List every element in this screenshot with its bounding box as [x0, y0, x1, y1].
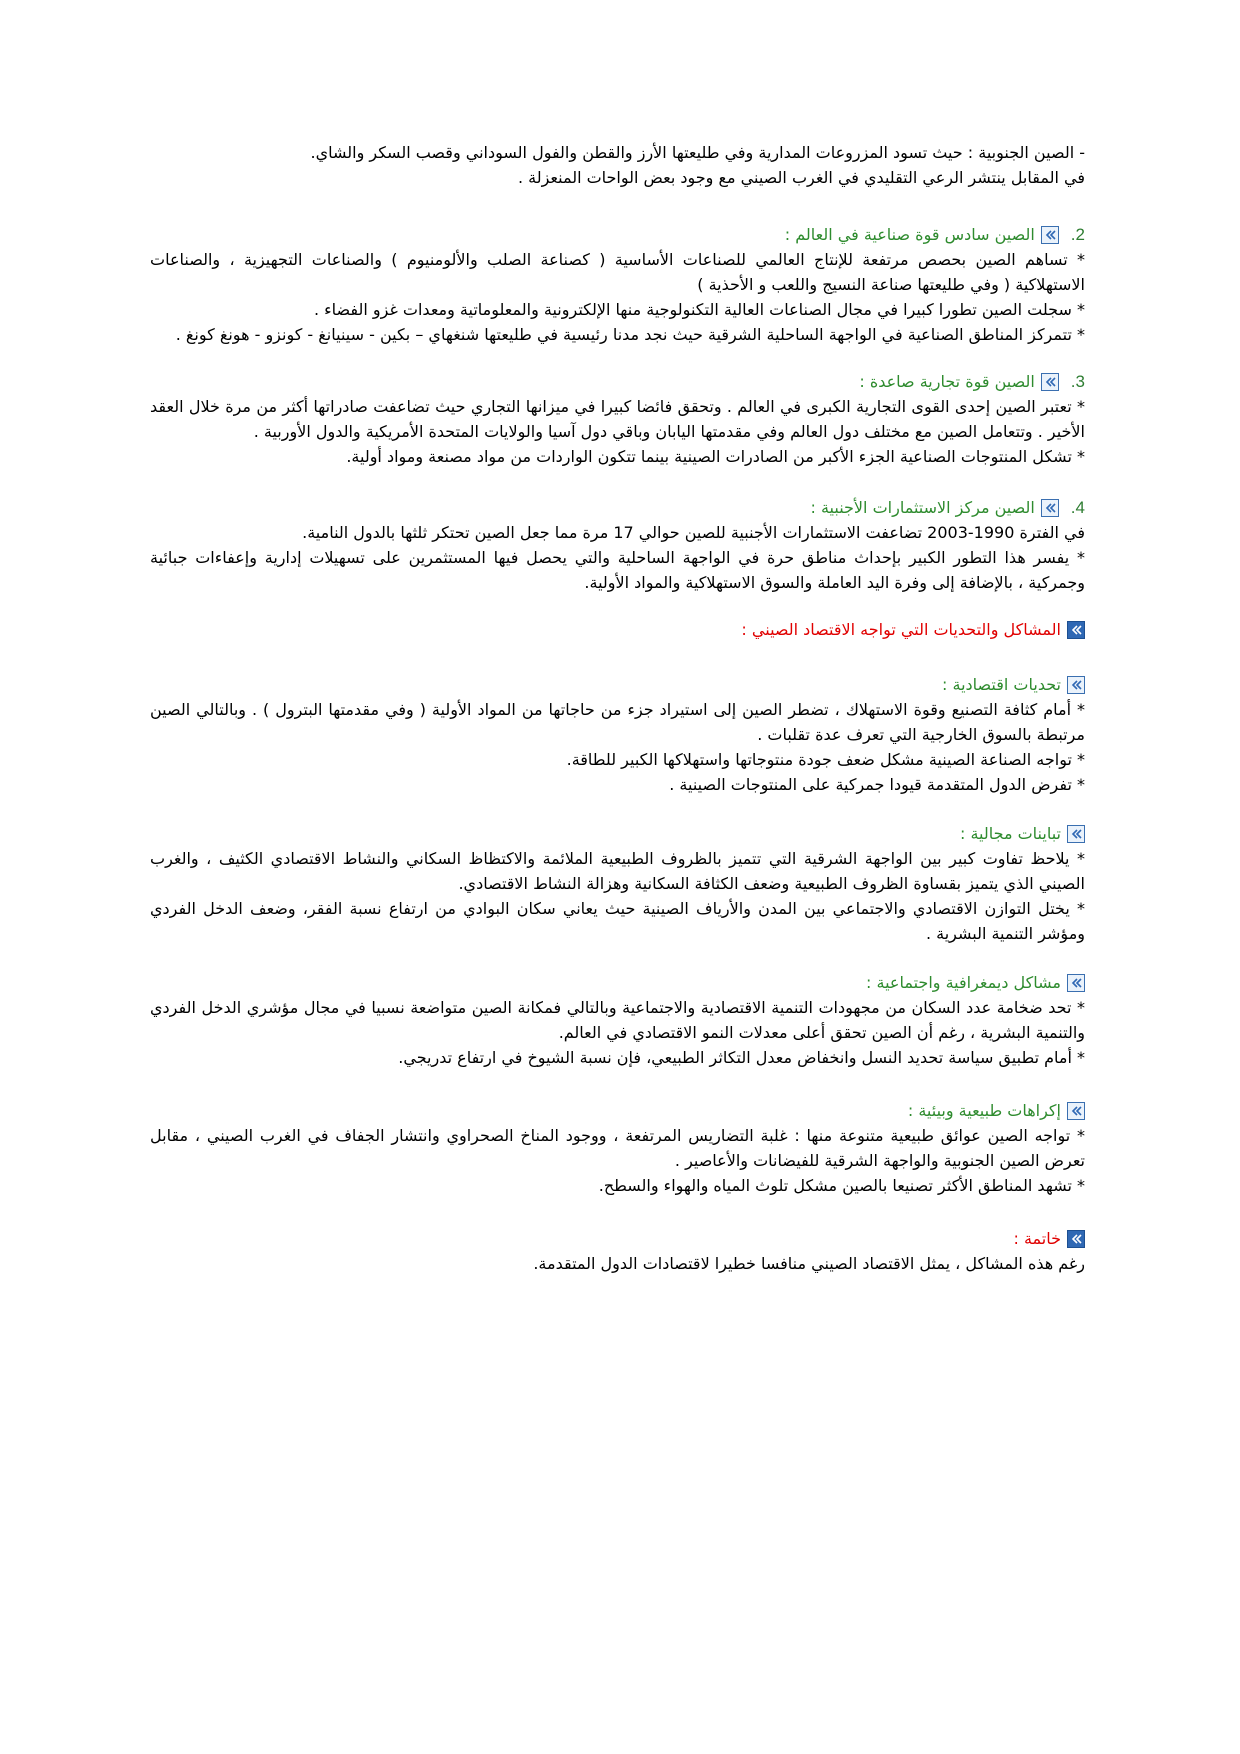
section-title: الصين مركز الاستثمارات الأجنبية : [810, 498, 1035, 517]
paragraph: * يلاحظ تفاوت كبير بين الواجهة الشرقية التي تتميز بالظروف الطبيعية الملائمة والاكتظاظ السكاني والنشاط الاقتصادي الكثيف ، والغرب الصيني الذي يتميز بقساوة الظروف الطبيعية وضعف الكثافة السكانية وهزالة النشاط الاقتصادي. [150, 849, 1085, 893]
double-chevron-icon [1067, 825, 1085, 843]
problems-heading [150, 617, 1085, 642]
section-heading [150, 495, 1085, 520]
subsection-heading [150, 821, 1085, 846]
subsection-title: مشاكل ديمغرافية واجتماعية : [866, 973, 1061, 992]
paragraph: * تتمركز المناطق الصناعية في الواجهة الساحلية الشرقية حيث نجد مدنا رئيسية في طليعتها شنغهاي – بكين - سينيانغ - كونزو - هونغ كونغ . [175, 325, 1085, 344]
section-heading [150, 369, 1085, 394]
paragraph: * يفسر هذا التطور الكبير بإحداث مناطق حرة في الواجهة الساحلية والتي يحصل فيها المستثمرين على تسهيلات إدارية وإعفاءات جبائية وجمركية ، بالإضافة إلى وفرة اليد العاملة والسوق الاستهلاكية والمواد الأولية. [150, 548, 1085, 592]
section-number: 3. [1070, 372, 1085, 391]
subsection-heading [150, 1098, 1085, 1123]
paragraph: * تواجه الصين عوائق طبيعية متنوعة منها : غلبة التضاريس المرتفعة ، ووجود المناخ الصحراوي وانتشار الجفاف في الغرب الصيني ، مقابل تعرض الصين الجنوبية والواجهة الشرقية للفيضانات والأعاصير . [150, 1126, 1085, 1170]
paragraph: في الفترة 1990-2003 تضاعفت الاستثمارات الأجنبية للصين حوالي 17 مرة مما جعل الصين تحتكر ثلثها بالدول النامية. [302, 523, 1085, 542]
paragraph: * تعتبر الصين إحدى القوى التجارية الكبرى في العالم . وتحقق فائضا كبيرا في ميزانها التجاري حيث تضاعفت صادراتها أكثر من مرة خلال العقد الأخير . وتتعامل الصين مع مختلف دول العالم وفي مقدمتها اليابان وباقي دول آسيا والولايات المتحدة الأمريكية والدول الأوربية . [150, 397, 1085, 441]
double-chevron-icon [1067, 974, 1085, 992]
subsection-environmental [150, 1098, 1085, 1198]
section-3 [150, 369, 1085, 469]
section-title: الصين سادس قوة صناعية في العالم : [784, 225, 1035, 244]
conclusion-block [150, 1226, 1085, 1276]
double-chevron-icon [1067, 676, 1085, 694]
subsection-title: تباينات مجالية : [960, 824, 1061, 843]
subsection-title: إكراهات طبيعية وبيئية : [907, 1101, 1061, 1120]
problems-title: المشاكل والتحديات التي تواجه الاقتصاد الصيني : [741, 620, 1061, 639]
paragraph: * تحد ضخامة عدد السكان من مجهودات التنمية الاقتصادية والاجتماعية وبالتالي فمكانة الصين متواضعة نسبيا في مجال مؤشري الدخل الفردي والتنمية البشرية ، رغم أن الصين تحقق أعلى معدلات النمو الاقتصادي في العالم. [150, 998, 1085, 1042]
subsection-demographic [150, 970, 1085, 1070]
paragraph: * تواجه الصناعة الصينية مشكل ضعف جودة منتوجاتها واستهلاكها الكبير للطاقة. [566, 750, 1085, 769]
section-number: 4. [1070, 498, 1085, 517]
subsection-economic [150, 672, 1085, 797]
paragraph: * تشكل المنتوجات الصناعية الجزء الأكبر من الصادرات الصينية بينما تتكون الواردات من مواد مصنعة ومواد أولية. [346, 447, 1085, 466]
double-chevron-icon [1067, 1102, 1085, 1120]
conclusion-title: خاتمة : [1013, 1229, 1061, 1248]
intro-block [150, 140, 1085, 190]
double-chevron-icon [1041, 499, 1059, 517]
paragraph: * سجلت الصين تطورا كبيرا في مجال الصناعات العالية التكنولوجية منها الإلكترونية والمعلوماتية ومعدات غزو الفضاء . [313, 300, 1085, 319]
section-4 [150, 495, 1085, 595]
section-number: 2. [1070, 225, 1085, 244]
paragraph: * أمام كثافة التصنيع وقوة الاستهلاك ، تضطر الصين إلى استيراد جزء من حاجاتها من المواد الأولية ( وفي مقدمتها البترول ) . وبالتالي الصين مرتبطة بالسوق الخارجية التي تعرف عدة تقلبات . [150, 700, 1085, 744]
subsection-title: تحديات اقتصادية : [942, 675, 1061, 694]
subsection-heading [150, 672, 1085, 697]
section-2 [150, 222, 1085, 347]
paragraph: * تفرض الدول المتقدمة قيودا جمركية على المنتوجات الصينية . [669, 775, 1085, 794]
paragraph: * تساهم الصين بحصص مرتفعة للإنتاج العالمي للصناعات الأساسية ( كصناعة الصلب والألومنيوم ) والصناعات التجهيزية ، والصناعات الاستهلاكية ( وفي طليعتها صناعة النسيج واللعب و الأحذية ) [150, 250, 1085, 294]
section-title: الصين قوة تجارية صاعدة : [859, 372, 1035, 391]
intro-line-2: في المقابل ينتشر الرعي التقليدي في الغرب الصيني مع وجود بعض الواحات المنعزلة . [517, 168, 1085, 187]
subsection-heading [150, 970, 1085, 995]
double-chevron-filled-icon [1067, 621, 1085, 639]
conclusion-text: رغم هذه المشاكل ، يمثل الاقتصاد الصيني منافسا خطيرا لاقتصادات الدول المتقدمة. [533, 1254, 1085, 1273]
paragraph: * أمام تطبيق سياسة تحديد النسل وانخفاض معدل التكاثر الطبيعي، فإن نسبة الشيوخ في ارتفاع تدريجي. [398, 1048, 1085, 1067]
document-page [150, 140, 1085, 1276]
paragraph: * تشهد المناطق الأكثر تصنيعا بالصين مشكل تلوث المياه والهواء والسطح. [598, 1176, 1085, 1195]
double-chevron-icon [1041, 373, 1059, 391]
double-chevron-icon [1041, 226, 1059, 244]
intro-line-1: - الصين الجنوبية : حيث تسود المزروعات المدارية وفي طليعتها الأرز والقطن والفول السوداني وقصب السكر والشاي. [310, 143, 1085, 162]
paragraph: * يختل التوازن الاقتصادي والاجتماعي بين المدن والأرياف الصينية حيث يعاني سكان البوادي من ارتفاع نسبة الفقر، وضعف الدخل الفردي ومؤشر التنمية البشرية . [150, 899, 1085, 943]
subsection-spatial [150, 821, 1085, 946]
double-chevron-filled-icon [1067, 1230, 1085, 1248]
section-heading [150, 222, 1085, 247]
conclusion-heading [150, 1226, 1085, 1251]
problems-block [150, 617, 1085, 642]
